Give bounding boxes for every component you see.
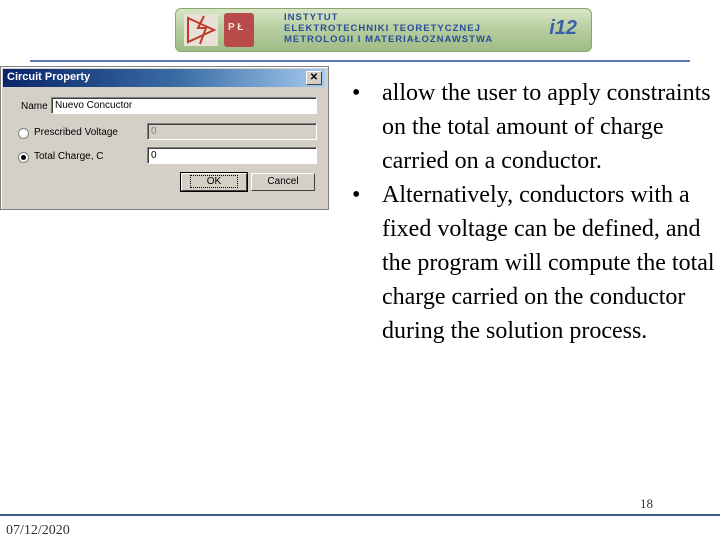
bullet-list <box>352 76 720 348</box>
header-divider <box>30 60 690 62</box>
bullet-item: • allow the user to apply constraints on the total amount of charge carried on a conductor. <box>352 76 720 178</box>
logo-line-3: METROLOGII I MATERIAŁOZNAWSTWA <box>284 34 494 45</box>
footer-divider <box>0 514 720 516</box>
slide-date: 07/12/2020 <box>6 523 70 538</box>
charge-field[interactable]: 0 <box>147 147 317 164</box>
voltage-field[interactable]: 0 <box>147 123 317 140</box>
logo-line-1: INSTYTUT <box>284 12 339 23</box>
logo-line-2: ELEKTROTECHNIKI TEORETYCZNEJ <box>284 23 481 34</box>
close-button[interactable]: ✕ <box>306 71 322 85</box>
crest-icon: P Ł <box>224 13 254 47</box>
ok-button[interactable] <box>181 173 247 191</box>
institute-name <box>284 12 493 45</box>
ok-button-label: OK <box>190 175 238 188</box>
lightning-emblem-icon <box>184 14 218 46</box>
total-charge-label: Total Charge, C <box>34 151 104 162</box>
dialog-titlebar[interactable] <box>3 69 325 87</box>
name-field[interactable]: Nuevo Concuctor <box>51 97 317 114</box>
name-label: Name <box>21 101 48 112</box>
institute-logo <box>175 8 592 52</box>
total-charge-radio[interactable] <box>18 152 29 163</box>
prescribed-voltage-label: Prescribed Voltage <box>34 127 118 138</box>
bullet-item: • Alternatively, conductors with a fixed voltage can be defined, and the program will compute the total charge carried on the conductor during the solution process. <box>352 178 720 348</box>
cancel-button[interactable]: Cancel <box>251 173 315 191</box>
dialog-title: Circuit Property <box>7 71 91 83</box>
circuit-property-dialog <box>0 66 329 210</box>
prescribed-voltage-radio[interactable] <box>18 128 29 139</box>
i12-logo-mark: i12 <box>549 17 577 39</box>
page-number: 18 <box>640 496 653 511</box>
